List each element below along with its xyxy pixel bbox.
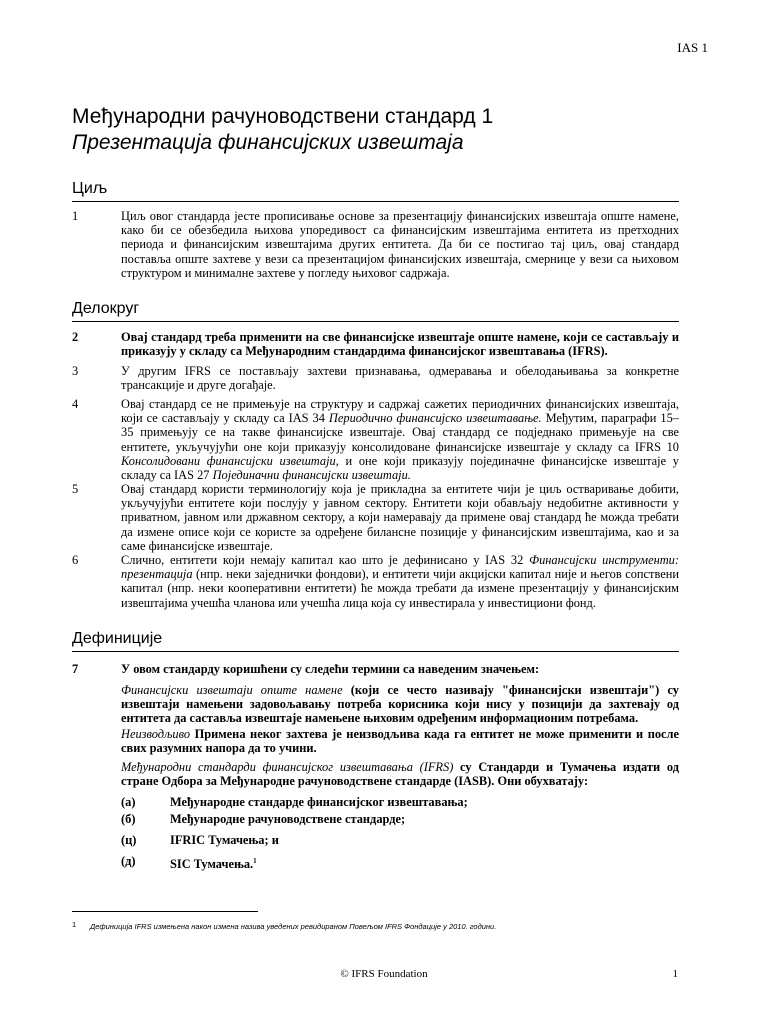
- definition-text: су Стандарди и Тумачења издати од стране Одбора за Међународне рачуноводствене стандарде (IASB). Они обухватају:: [121, 760, 679, 789]
- paragraph-1: [72, 209, 679, 280]
- list-item-text: SIC Тумачења.$^1$: [170, 857, 257, 872]
- paragraph-4: [72, 397, 679, 482]
- list-item: [121, 795, 679, 809]
- list-item: [121, 833, 679, 847]
- list-item-label: (б): [121, 812, 136, 826]
- paragraph-text: Овај стандард треба применити на све финансијске извештаје опште намене, који се састављају и приказују у складу са Међународним стандардима финансијског извештавања (IFRS).: [121, 330, 679, 359]
- list-item-label: (ц): [121, 833, 137, 847]
- section-heading-objective: Циљ: [72, 180, 679, 202]
- section-heading-scope: Делокруг: [72, 300, 679, 322]
- paragraph-number: 2: [72, 330, 79, 344]
- paragraph-text: Овај стандард се не примењује на структуру и садржај сажетих периодичних финансијских извештаја, који се састављају у складу са IAS 34 Периодично финансијско извештавање. Међутим, параграфи 15–35 примењују се на такве финансијске извештаје. Овај стандард се подједнако примењује на све ентитете, укључујући оне који приказују консолидоване финансијске извештаје у складу са IFRS 10 Консолидовани финансијски извештаји, и оне који приказују појединачне финансијске извештаје у складу са IAS 27 Појединачни финансијски извештаји.: [121, 397, 679, 483]
- definition-general-purpose-fs: [121, 683, 679, 726]
- paragraph-text: У другим IFRS се постављају захтеви признавања, одмеравања и обелодањивања за конкретне трансакције и друге догађаје.: [121, 364, 679, 393]
- paragraph-number: 6: [72, 553, 79, 567]
- list-item: [121, 854, 679, 871]
- definition-text: (који се често називају "финансијски извештаји") су извештаји намењени задовољавању потреба корисника који нису у позицији да захтевају од ентитета да саставља извештаје намењене њиховим одређеним информационим потребама.: [121, 683, 679, 726]
- paragraph-number: 1: [72, 209, 79, 223]
- list-item-label: (д): [121, 854, 136, 868]
- paragraph-text: Слично, ентитети који немају капитал као што је дефинисано у IAS 32 Финансијски инструменти: презентација (нпр. неки заједнички фондови), и ентитети чији акцијски капитал није и његов сопствени капитал (нпр. неки кооперативни ентитети) ће можда требати да измене презентацију у финансијским извештајима учешћа чланова или учешћа лица која су инвестирала у инвестициони фонд.: [121, 553, 680, 610]
- paragraph-5: [72, 482, 679, 553]
- definition-term: Финансијски извештаји опште намене: [121, 683, 343, 697]
- page-title: Међународни рачуноводствени стандард 1: [72, 105, 494, 128]
- paragraph-number: 7: [72, 662, 79, 676]
- definition-text: Примена неког захтева је неизводљива када га ентитет не може применити и после свих разумних напора да то учини.: [121, 727, 679, 756]
- definition-impracticable: [121, 727, 679, 755]
- paragraph-text: Циљ овог стандарда јесте прописивање основе за презентацију финансијских извештаја опште намене, како би се обезбедила њихова упоредивост са финансијским извештајима ентитета из претходних периода и финансијским извештајима других ентитета. Да би се постигао тај циљ, овај стандард поставља опште захтеве у вези са презентацијом финансијских извештаја, смернице у вези са њиховом структуром и минималне захтеве у погледу њиховог садржаја.: [121, 209, 679, 280]
- list-item-label: (а): [121, 795, 136, 809]
- paragraph-7: [72, 662, 679, 676]
- paragraph-3: [72, 364, 679, 392]
- footnote: [72, 922, 496, 931]
- definition-term: Неизводљиво: [121, 727, 191, 741]
- document-code: IAS 1: [677, 40, 708, 55]
- paragraph-number: 4: [72, 397, 79, 411]
- footer-copyright: © IFRS Foundation: [340, 968, 428, 980]
- footnote-divider: [72, 911, 258, 912]
- paragraph-number: 5: [72, 482, 79, 496]
- page-subtitle: Презентација финансијских извештаја: [72, 131, 464, 154]
- footnote-reference[interactable]: 1: [253, 857, 257, 865]
- paragraph-number: 3: [72, 364, 79, 378]
- paragraph-text: У овом стандарду коришћени су следећи термини са наведеним значењем:: [121, 662, 540, 676]
- list-item: [121, 812, 679, 826]
- page-number: 1: [672, 968, 678, 980]
- list-item-text: Међународне рачуноводствене стандарде;: [170, 812, 406, 826]
- definition-ifrs: [121, 760, 679, 788]
- paragraph-6: [72, 553, 679, 610]
- list-item-text: IFRIC Тумачења; и: [170, 833, 279, 847]
- paragraph-2: [72, 330, 679, 358]
- definition-term: Међународни стандарди финансијског извештавања (IFRS): [121, 760, 454, 774]
- paragraph-text: Овај стандард користи терминологију која је прикладна за ентитете чији је циљ остваривање добити, укључујући ентитете који послују у јавном сектору. Ентитети који обављају недобитне активности у приватном, јавном или државном сектору, а који намеравају да примене овај стандард ће можда требати да измене описе који се користе за одређене билансне позиције у финансијским извештајима, као и за саме финансијске извештаје.: [121, 482, 679, 553]
- list-item-text: Међународне стандарде финансијског извештавања;: [170, 795, 468, 809]
- footnote-mark: 1: [72, 920, 77, 929]
- footnote-text: Дефиниција IFRS измењена након измена назива уведених ревидираном Повељом IFRS Фондације у 2010. години.: [90, 922, 497, 931]
- section-heading-definitions: Дефиниције: [72, 630, 679, 652]
